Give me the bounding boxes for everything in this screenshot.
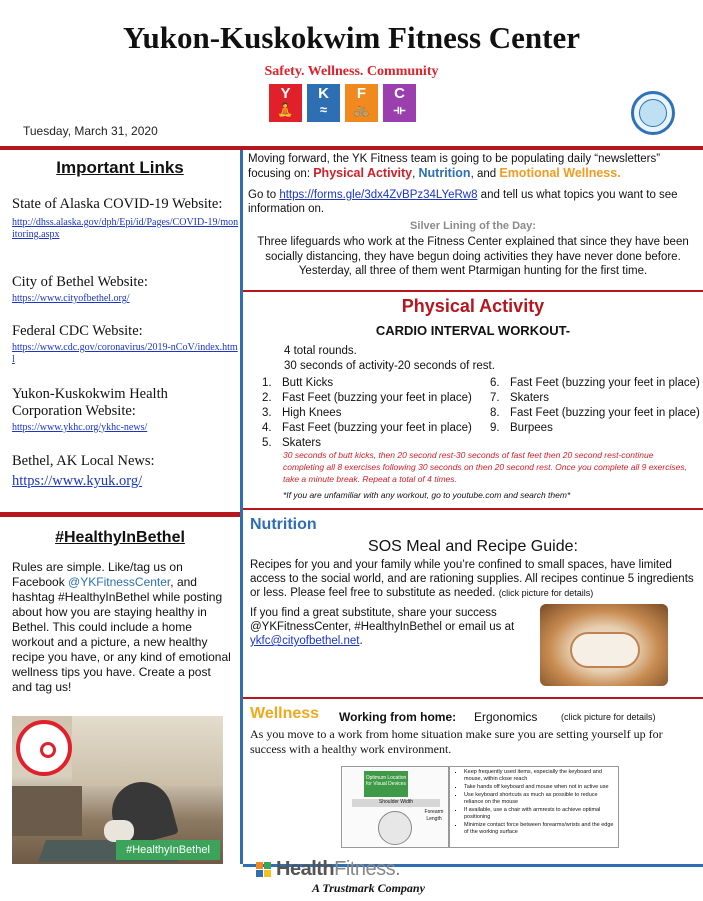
wellness-title: Wellness: [250, 705, 320, 722]
issue-date: Tuesday, March 31, 2020: [23, 124, 158, 138]
ergonomics-tips[interactable]: [424, 766, 619, 848]
plate-icon: [570, 632, 640, 668]
list-item: [262, 406, 502, 421]
exercise-number: 4.: [262, 422, 272, 434]
exercise-number: 7.: [490, 392, 500, 404]
letter-f: F: [356, 85, 367, 102]
survey-text: [248, 188, 698, 216]
list-item: [490, 406, 700, 421]
bike-icon: 🚲: [353, 102, 370, 117]
healthy-in-bethel-photo: [12, 716, 223, 864]
topic-physical: Physical Activity: [313, 166, 413, 180]
link-label: City of Bethel Website:: [12, 274, 148, 290]
healthy-in-bethel-rules: [12, 560, 232, 695]
workout-tip: *If you are unfamiliar with any workout, go to youtube.com and search them*: [283, 490, 571, 500]
section-divider: [243, 290, 703, 292]
rules-text-b: , and hashtag #HealthyInBethel while posting about how you are staying healthy in Bethel. This could include a home workout and a picture, a new healthy recipe you have, or any kind of emotional wellness tips you have. Create a post and tag us!: [12, 575, 231, 694]
wellness-topic: Ergonomics: [474, 710, 538, 724]
survey-form-link[interactable]: https://forms.gle/3dx4ZvBPz34LYeRw8: [279, 189, 478, 201]
rules-text-a: Rules are simple. Like/tag us on Facebook: [12, 560, 183, 589]
link-city-bethel: [12, 274, 240, 305]
facebook-handle[interactable]: @YKFitnessCenter: [68, 575, 171, 589]
physical-activity-title: Physical Activity: [401, 296, 545, 316]
link-url[interactable]: https://www.kyuk.org/: [12, 473, 143, 489]
link-url[interactable]: https://www.cdc.gov/coronavirus/2019-nCoV/index.html: [12, 342, 238, 365]
brand-fitness: Fitness.: [334, 858, 401, 880]
monitor-zone: Optimum Location for Visual Devices: [364, 771, 408, 797]
photo-wall: [72, 716, 223, 786]
intro-line: Moving forward, the YK Fitness team is going to be populating daily “newsletters” focusing on:: [248, 153, 661, 180]
swim-icon: ≈: [319, 102, 328, 117]
click-picture-note: (click picture for details): [561, 712, 656, 722]
link-url[interactable]: https://www.cityofbethel.org/: [12, 293, 130, 304]
topic-wellness: Emotional Wellness.: [499, 166, 621, 180]
exercise-number: 2.: [262, 392, 272, 404]
list-item: ▪ Minimize contact force between forearms/wrists and the edge of the working surface: [464, 822, 614, 836]
list-item: ▪ Use keyboard shortcuts as much as possible to reduce reliance on the mouse: [464, 792, 614, 806]
tagline: Safety. Wellness. Community: [264, 64, 439, 79]
exercise-name: Fast Feet (buzzing your feet in place): [510, 377, 700, 389]
topic-sep: , and: [470, 168, 500, 180]
rounds-count: 4 total rounds.: [284, 345, 357, 357]
sos-guide-title: SOS Meal and Recipe Guide:: [368, 538, 578, 555]
brand-health: Health: [276, 858, 335, 880]
nutrition-title: Nutrition: [250, 516, 317, 533]
workout-rounds: [284, 344, 495, 374]
intro-text: [248, 152, 698, 181]
click-picture-note: (click picture for details): [498, 588, 594, 598]
exercise-number: 3.: [262, 407, 272, 419]
link-alaska-covid: [12, 196, 240, 241]
exercise-name: High Knees: [282, 407, 342, 419]
fitness-center-logo-icon: [40, 742, 56, 758]
exercise-list-left: [262, 376, 502, 451]
list-item: [262, 376, 502, 391]
list-item: ▪ If available, use a chair with armrests to achieve optimal positioning: [464, 807, 614, 821]
photo-couch: [12, 786, 82, 836]
dog: [104, 820, 134, 842]
exercise-number: 8.: [490, 407, 500, 419]
sos-guide-text: [250, 558, 698, 600]
healthfitness-logo: [256, 858, 400, 881]
exercise-list-right: [490, 376, 700, 436]
list-item: ▪ Keep frequently used items, especially the keyboard and mouse, within close reach: [464, 769, 614, 783]
important-links-title: Important Links: [56, 158, 184, 177]
letter-tile-c: [383, 84, 416, 122]
list-item: [490, 391, 700, 406]
silver-lining-title: Silver Lining of the Day:: [410, 220, 536, 232]
share-end: .: [359, 635, 363, 647]
list-item: [262, 391, 502, 406]
list-item: [262, 421, 502, 436]
guide-description: Recipes for you and your family while you’re confined to small spaces, have limited access to the social world, and are rationing supplies. All recipes continue 5 ingredients or less. Please feel free to substitute as needed.: [250, 559, 694, 599]
workout-instructions: 30 seconds of butt kicks, then 20 second rest-30 seconds of fast feet then 20 second rest-continue completing all 8 exercises following 30 seconds on then 20 second rest. Once you complete all 9 exercises, take a minute break. Repeat a total of 4 times.: [283, 450, 687, 484]
letter-c: C: [394, 85, 405, 102]
dumbbell-icon: ⟛: [393, 102, 406, 117]
link-url[interactable]: https://www.ykhc.org/ykhc-news/: [12, 422, 148, 433]
healthy-in-bethel-title: #HealthyInBethel: [55, 529, 185, 546]
link-label: Federal CDC Website:: [12, 323, 143, 339]
exercise-name: Fast Feet (buzzing your feet in place): [282, 392, 472, 404]
left-section-divider: [0, 512, 240, 517]
exercise-number: 5.: [262, 437, 272, 449]
interval-spec: 30 seconds of activity-20 seconds of rest.: [284, 360, 495, 372]
exercise-name: Burpees: [510, 422, 553, 434]
link-label: Bethel, AK Local News:: [12, 453, 155, 469]
exercise-number: 6.: [490, 377, 500, 389]
goto-text: Go to: [248, 189, 280, 201]
city-of-bethel-seal: [631, 91, 675, 135]
recipe-picture[interactable]: [540, 604, 668, 686]
person-head-icon: [378, 811, 412, 845]
list-item: [490, 421, 700, 436]
ykfc-letter-logo: [269, 84, 421, 122]
exercise-number: 1.: [262, 377, 272, 389]
shoulder-width-bar: [352, 799, 440, 807]
list-item: ▪ Take hands off keyboard and mouse when not in active use: [464, 784, 614, 791]
topic-nutrition: Nutrition: [418, 166, 471, 180]
cardio-workout-title: CARDIO INTERVAL WORKOUT-: [375, 323, 571, 338]
yoga-icon: 🧘: [277, 102, 294, 117]
letter-y: Y: [280, 85, 291, 102]
exercise-name: Skaters: [282, 437, 321, 449]
letter-tile-y: [269, 84, 302, 122]
exercise-name: Skaters: [510, 392, 549, 404]
shoulder-width-label: Shoulder Width: [378, 799, 414, 805]
letter-k: K: [318, 85, 329, 102]
exercise-number: 9.: [490, 422, 500, 434]
list-item: [490, 376, 700, 391]
wellness-subtitle: Working from home:: [339, 710, 457, 724]
link-kyuk: [12, 453, 240, 490]
share-description: If you find a great substitute, share your success @YKFitnessCenter, #HealthyInBethel or email us at: [250, 607, 515, 633]
trustmark-tagline: A Trustmark Company: [312, 881, 425, 895]
link-url[interactable]: http://dhss.alaska.gov/dph/Epi/id/Pages/COVID-19/monitoring.aspx: [12, 217, 239, 240]
letter-tile-f: [345, 84, 378, 122]
wellness-text: As you move to a work from home situation make sure you are setting yourself up for success with a healthy work environment.: [250, 727, 663, 756]
topic-sep: ,: [412, 168, 419, 180]
fitness-center-logo: [16, 720, 72, 776]
page-title: Yukon-Kuskokwim Fitness Center: [122, 20, 581, 55]
link-label: Yukon-Kuskokwim Health Corporation Website:: [12, 386, 168, 419]
exercise-name: Fast Feet (buzzing your feet in place): [510, 407, 700, 419]
exercise-name: Butt Kicks: [282, 377, 334, 389]
link-ykhc: [12, 386, 240, 434]
header-divider: [0, 146, 703, 150]
link-cdc: [12, 323, 240, 366]
healthfitness-mark-icon: [256, 862, 272, 878]
email-link[interactable]: ykfc@cityofbethel.net: [250, 635, 360, 647]
goto-text: and tell us what topics you want to see information on.: [248, 189, 678, 215]
ergonomics-picture[interactable]: [341, 766, 449, 848]
column-divider: [240, 150, 243, 864]
photo-hashtag: #HealthyInBethel: [116, 840, 220, 860]
section-divider: [243, 508, 703, 510]
share-text: [250, 606, 520, 648]
silver-lining-text: Three lifeguards who work at the Fitness Center explained that since they have been socially distancing, they have begun doing activities they have never done before. Yesterday, all three of them went Ptarmigan hunting for the first time.: [257, 236, 689, 277]
section-divider: [243, 697, 703, 699]
seal-center-icon: [639, 99, 667, 127]
forearm-label: Forearm Length: [424, 809, 444, 822]
link-label: State of Alaska COVID-19 Website:: [12, 196, 223, 212]
letter-tile-k: [307, 84, 340, 122]
exercise-name: Fast Feet (buzzing your feet in place): [282, 422, 472, 434]
